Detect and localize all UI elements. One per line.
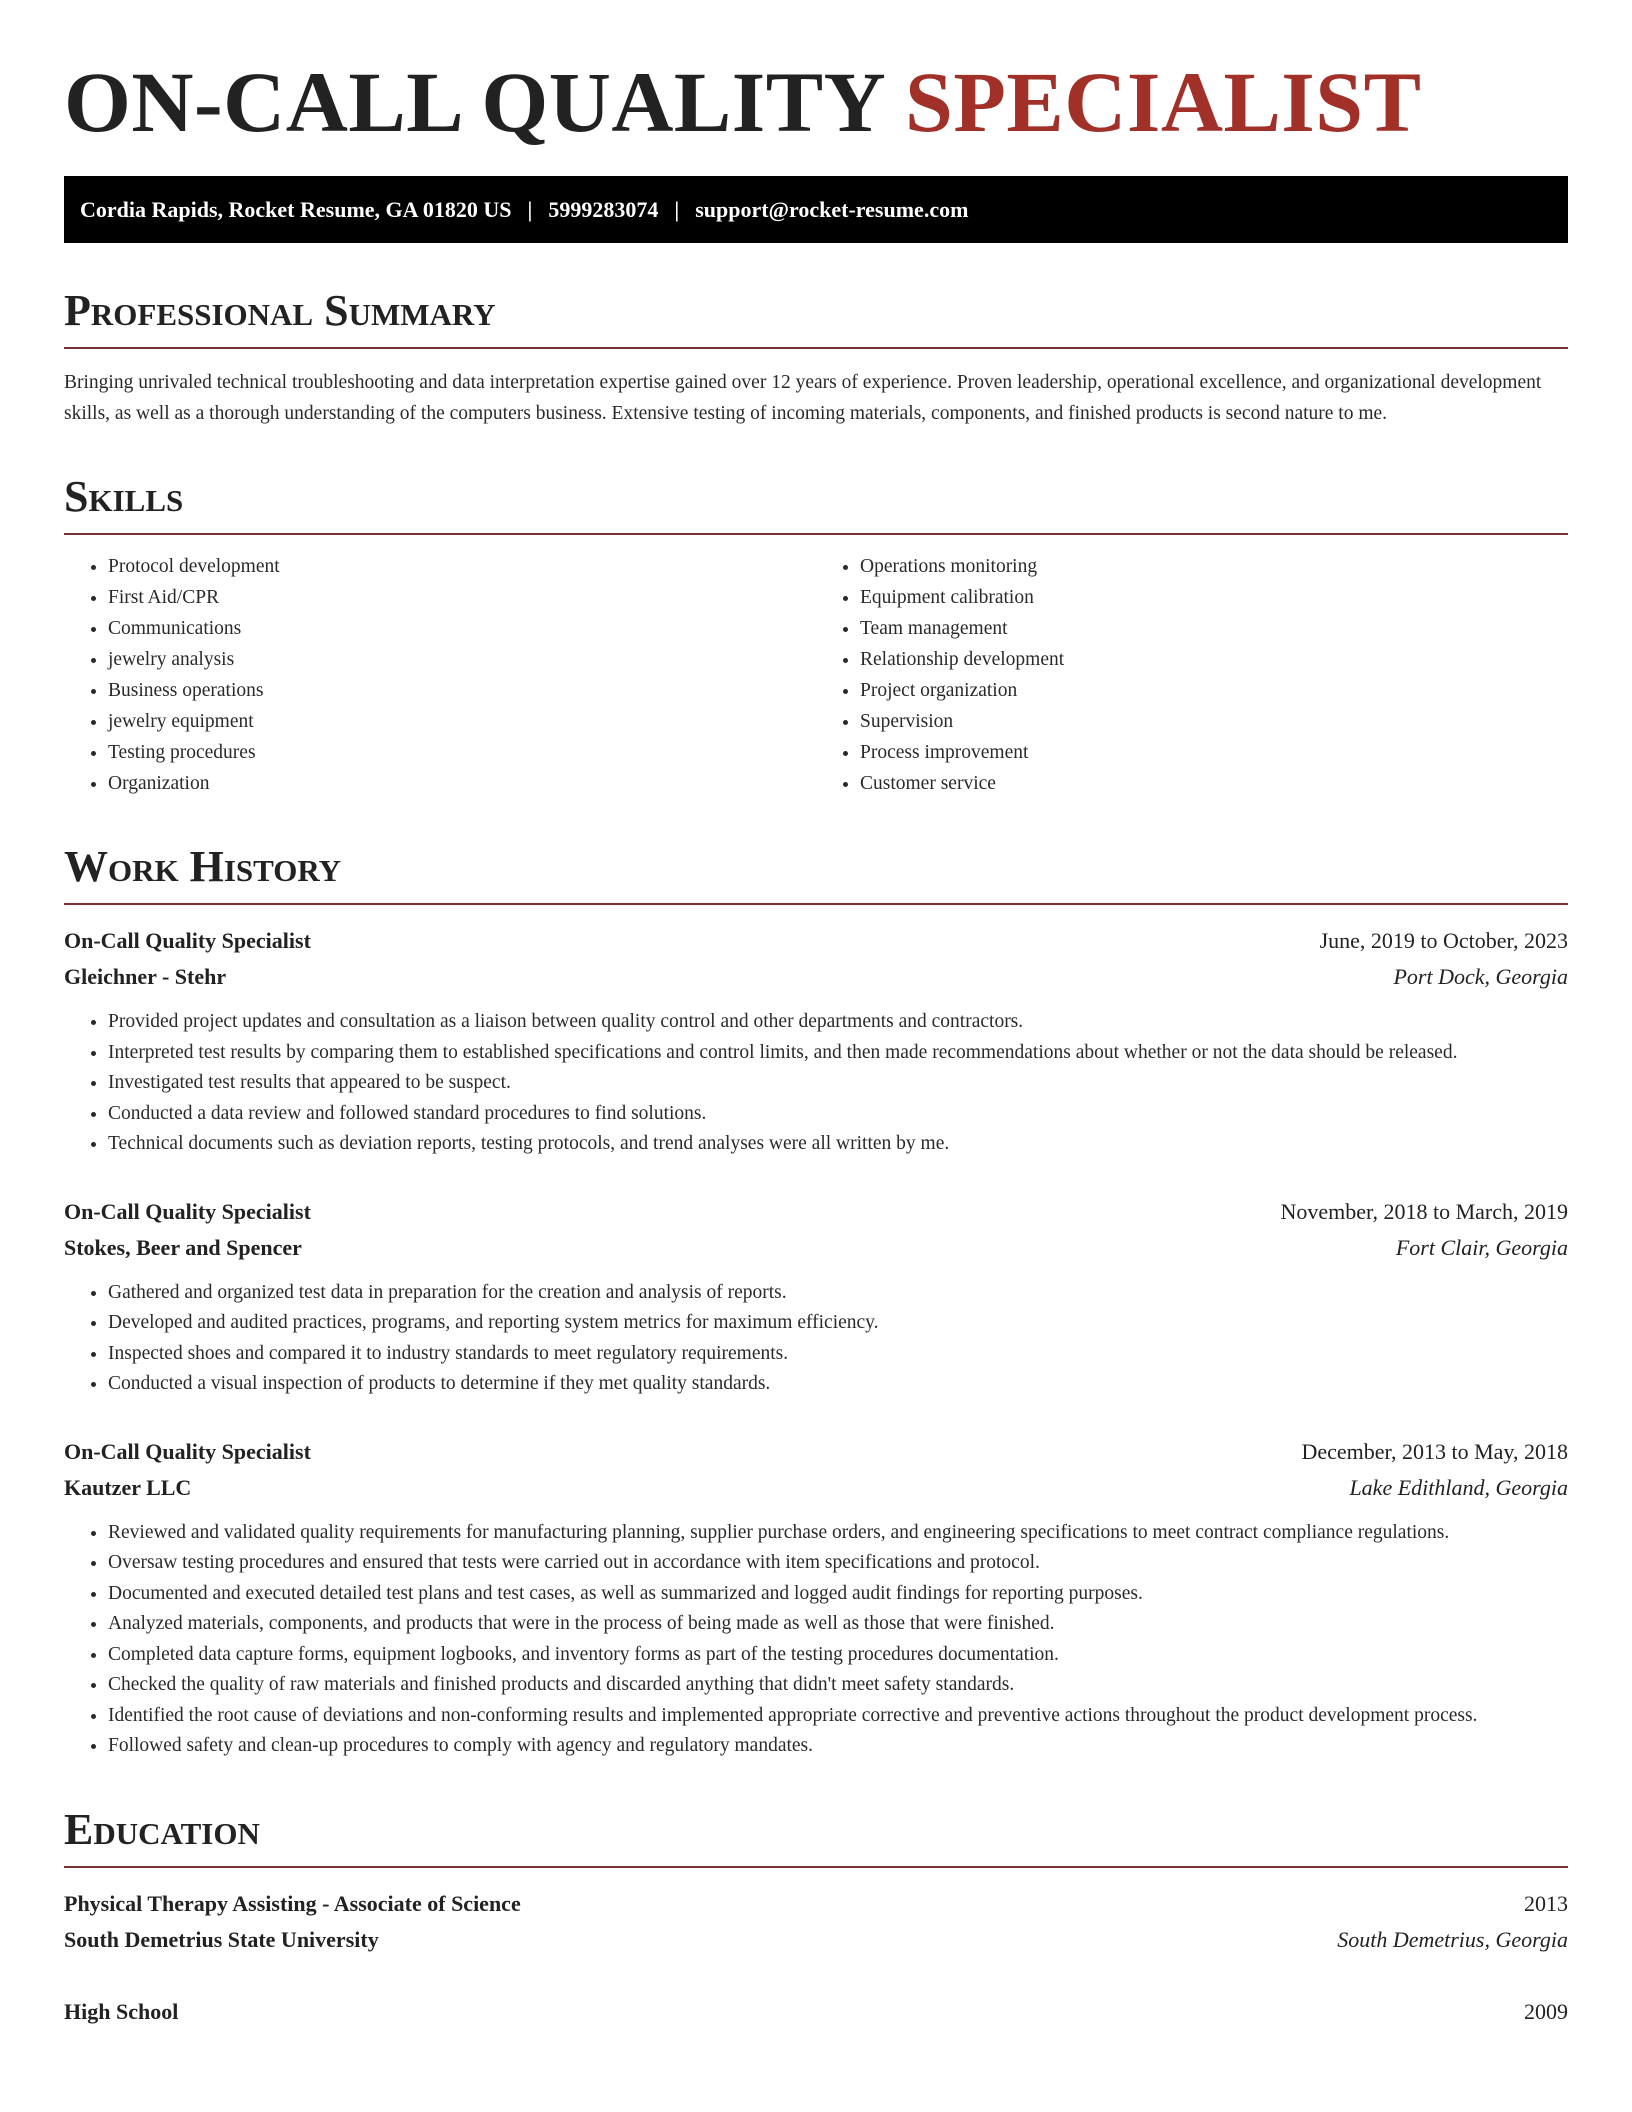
skill-item: • First Aid/CPR xyxy=(108,582,816,613)
job-dates: June, 2019 to October, 2023 xyxy=(1319,928,1568,953)
job-entry xyxy=(64,1434,1568,1762)
skill-item: • Equipment calibration xyxy=(860,582,1568,613)
skill-item: • Testing procedures xyxy=(108,737,816,768)
job-title: On-Call Quality Specialist xyxy=(64,1438,311,1464)
contact-separator: | xyxy=(527,196,533,222)
job-bullet: • Analyzed materials, components, and products that were in the process of being made as well as those that were finished. xyxy=(108,1609,1568,1640)
education-school: South Demetrius State University xyxy=(64,1926,379,1952)
work-history-section xyxy=(64,843,1568,1762)
skill-item: • Supervision xyxy=(860,706,1568,737)
skill-item: • jewelry equipment xyxy=(108,706,816,737)
title-main: ON-CALL QUALITY xyxy=(64,54,884,150)
job-entry xyxy=(64,923,1568,1160)
job-employer: Gleichner - Stehr xyxy=(64,964,227,989)
section-heading: Work History xyxy=(64,843,1568,905)
contact-email: support@rocket-resume.com xyxy=(695,196,969,222)
education-entry xyxy=(64,1994,1568,2030)
skill-item: • Process improvement xyxy=(860,737,1568,768)
skills-list xyxy=(64,551,1568,799)
skill-item: • Project organization xyxy=(860,675,1568,706)
job-dates: December, 2013 to May, 2018 xyxy=(1301,1438,1568,1464)
page-title xyxy=(64,0,1568,176)
job-bullet: • Conducted a visual inspection of products to determine if they met quality standards. xyxy=(108,1369,1568,1400)
skills-column-left xyxy=(64,551,816,799)
contact-address: Cordia Rapids, Rocket Resume, GA 01820 US xyxy=(80,196,512,222)
education-degree: Physical Therapy Assisting - Associate of Science xyxy=(64,1890,521,1916)
job-bullet: • Completed data capture forms, equipment logbooks, and inventory forms as part of the testing procedures documentation. xyxy=(108,1640,1568,1671)
job-bullets xyxy=(64,1518,1568,1762)
skills-column-right xyxy=(816,551,1568,799)
section-heading: Professional Summary xyxy=(64,287,1568,349)
education-year: 2009 xyxy=(1524,1998,1568,2024)
job-bullet: • Followed safety and clean-up procedures to comply with agency and regulatory mandates. xyxy=(108,1731,1568,1762)
section-heading: Education xyxy=(64,1806,1568,1868)
job-bullet: • Gathered and organized test data in preparation for the creation and analysis of reports. xyxy=(108,1278,1568,1309)
job-bullets xyxy=(64,1007,1568,1160)
job-bullet: • Identified the root cause of deviations and non-conforming results and implemented appropriate corrective and preventive actions throughout the product development process. xyxy=(108,1701,1568,1732)
skill-item: • Communications xyxy=(108,613,816,644)
summary-text: Bringing unrivaled technical troubleshooting and data interpretation expertise gained over 12 years of experience. Proven leadership, operational excellence, and organizational development skills, as well as a thorough understanding of the computers business. Extensive testing of incoming materials, components, and finished products is second nature to me. xyxy=(64,372,1542,424)
education-location: South Demetrius, Georgia xyxy=(1337,1926,1568,1952)
job-bullet: • Documented and executed detailed test plans and test cases, as well as summarized and logged audit findings for reporting purposes. xyxy=(108,1579,1568,1610)
job-bullets xyxy=(64,1278,1568,1400)
job-bullet: • Reviewed and validated quality requirements for manufacturing planning, supplier purchase orders, and engineering specifications to meet contract compliance regulations. xyxy=(108,1518,1568,1549)
job-title: On-Call Quality Specialist xyxy=(64,1198,311,1224)
education-entry xyxy=(64,1886,1568,1958)
job-bullet: • Technical documents such as deviation reports, testing protocols, and trend analyses were all written by me. xyxy=(108,1129,1568,1160)
job-bullet: • Conducted a data review and followed standard procedures to find solutions. xyxy=(108,1099,1568,1130)
summary-section xyxy=(64,287,1568,429)
contact-bar xyxy=(64,176,1568,243)
skill-item: • Business operations xyxy=(108,675,816,706)
contact-phone: 5999283074 xyxy=(548,196,659,222)
education-degree: High School xyxy=(64,1998,179,2024)
skill-item: • Customer service xyxy=(860,768,1568,799)
education-year: 2013 xyxy=(1524,1890,1568,1916)
job-location: Lake Edithland, Georgia xyxy=(1349,1474,1568,1500)
title-accent: SPECIALIST xyxy=(905,54,1422,150)
job-employer: Stokes, Beer and Spencer xyxy=(64,1234,302,1260)
job-employer: Kautzer LLC xyxy=(64,1474,192,1500)
job-bullet: • Oversaw testing procedures and ensured that tests were carried out in accordance with item specifications and protocol. xyxy=(108,1548,1568,1579)
section-heading: Skills xyxy=(64,473,1568,535)
skills-section xyxy=(64,473,1568,799)
contact-separator: | xyxy=(674,196,680,222)
job-location: Port Dock, Georgia xyxy=(1393,964,1568,989)
job-bullet: • Developed and audited practices, programs, and reporting system metrics for maximum efficiency. xyxy=(108,1308,1568,1339)
job-title: On-Call Quality Specialist xyxy=(64,928,311,953)
skill-item: • Organization xyxy=(108,768,816,799)
education-section xyxy=(64,1806,1568,2030)
skill-item: • Operations monitoring xyxy=(860,551,1568,582)
job-location: Fort Clair, Georgia xyxy=(1395,1234,1568,1260)
job-bullet: • Interpreted test results by comparing them to established specifications and control limits, and then made recommendations about whether or not the data should be released. xyxy=(108,1038,1568,1069)
skill-item: • Relationship development xyxy=(860,644,1568,675)
job-entry xyxy=(64,1194,1568,1400)
job-bullet: • Checked the quality of raw materials and finished products and discarded anything that didn't meet safety standards. xyxy=(108,1670,1568,1701)
skill-item: • Protocol development xyxy=(108,551,816,582)
job-bullet: • Provided project updates and consultation as a liaison between quality control and other departments and contractors. xyxy=(108,1007,1568,1038)
job-bullet: • Inspected shoes and compared it to industry standards to meet regulatory requirements. xyxy=(108,1339,1568,1370)
job-dates: November, 2018 to March, 2019 xyxy=(1280,1198,1568,1224)
job-bullet: • Investigated test results that appeared to be suspect. xyxy=(108,1068,1568,1099)
skill-item: • Team management xyxy=(860,613,1568,644)
skill-item: • jewelry analysis xyxy=(108,644,816,675)
